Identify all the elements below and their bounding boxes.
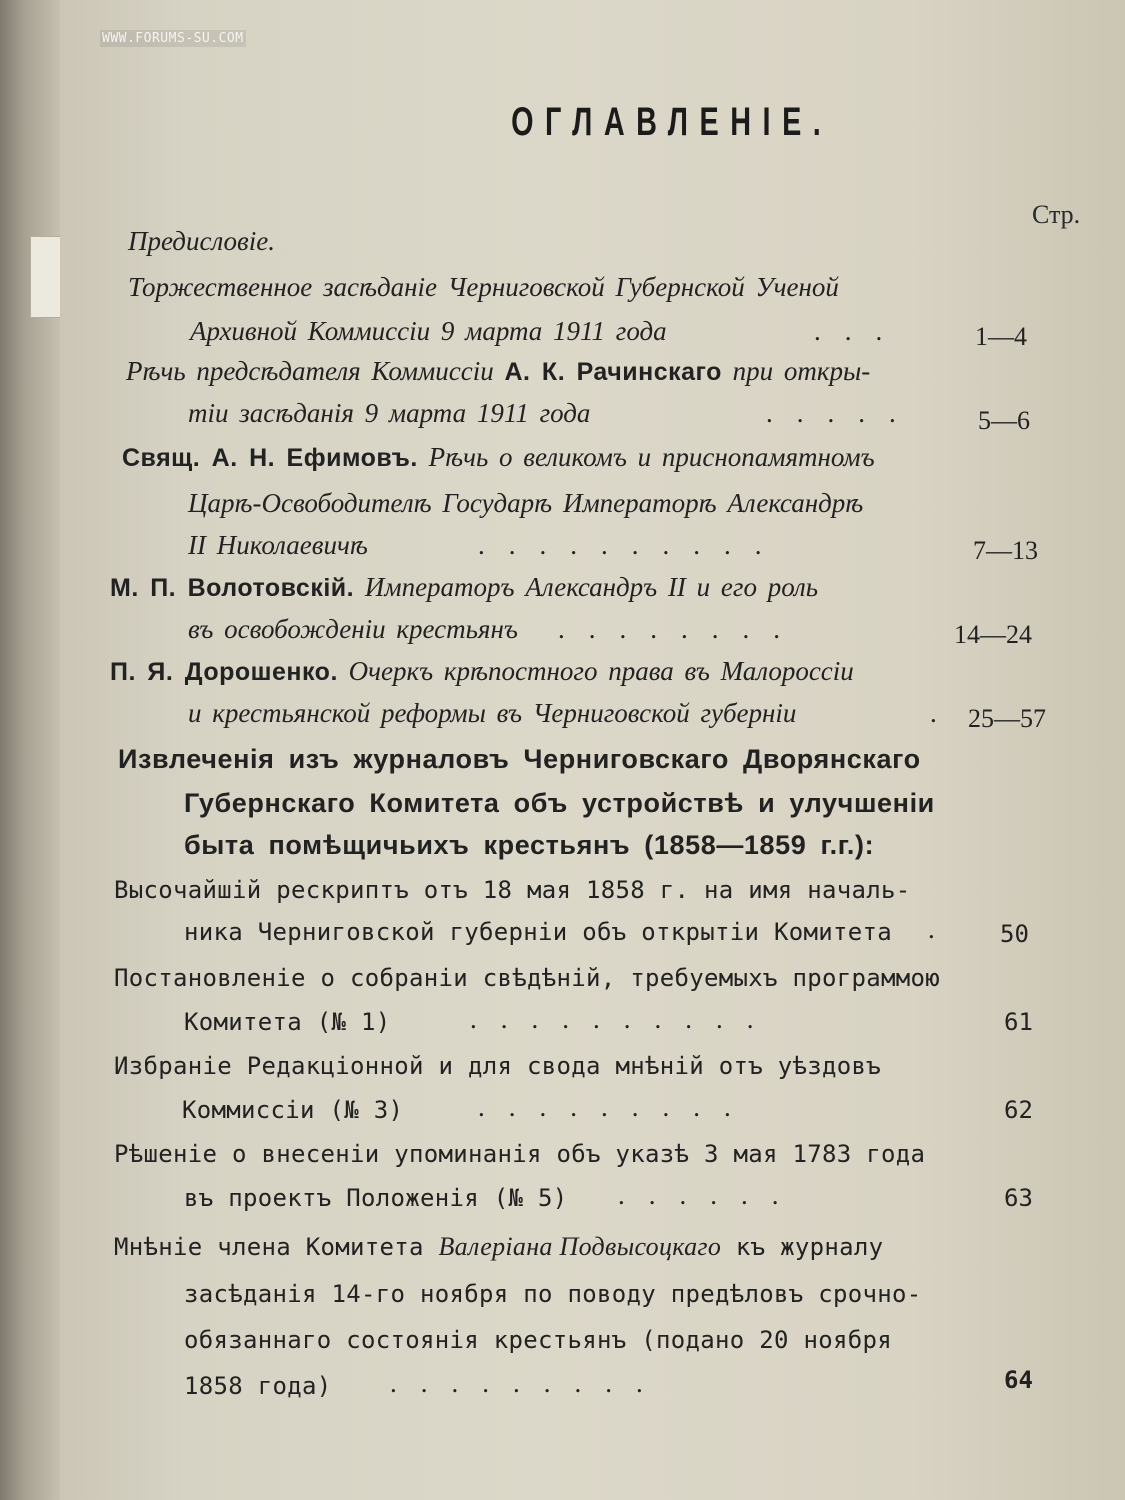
page-column-header: Стр. [1032, 200, 1081, 229]
toc-title-part: Рѣчь о великомъ и приснопамятномъ [417, 442, 875, 472]
toc-entry-line: Постановленіе о собраніи свѣдѣній, требуемыхъ программою [114, 964, 940, 992]
toc-entry-line: Комитета (№ 1) [184, 1008, 391, 1036]
leader-dots: ...... [618, 1180, 803, 1210]
toc-entry-line: Высочайшій рескриптъ отъ 18 мая 1858 г. на имя началь- [114, 876, 911, 904]
toc-entry-line: и крестьянской реформы въ Черниговской губерніи [188, 698, 797, 728]
book-page [60, 0, 1125, 1500]
leader-dots: ......... [390, 1368, 667, 1398]
leader-dots: ......... [478, 1092, 755, 1122]
toc-section-heading: Извлеченія изъ журналовъ Черниговскаго Дворянскаго [118, 744, 921, 774]
toc-title-part: Мнѣніе члена Комитета [114, 1233, 439, 1261]
toc-page-number: 5—6 [978, 406, 1030, 435]
toc-author: А. К. Рачинскаго [504, 358, 722, 386]
toc-entry-line: Царѣ-Освободителѣ Государѣ Императорѣ Александрѣ [188, 488, 864, 518]
page-title: ОГЛАВЛЕНІЕ. [511, 100, 833, 144]
leader-dots: ... [814, 316, 907, 346]
toc-title-part: Очеркъ крѣпостного права въ Малороссіи [337, 656, 854, 686]
toc-entry-line: ника Черниговской губерніи объ открытіи Комитета [184, 918, 892, 946]
toc-entry-line [110, 572, 818, 603]
toc-page-number: 14—24 [954, 620, 1032, 649]
toc-page-number: 62 [1004, 1096, 1033, 1124]
toc-entry-line: въ проектъ Положенія (№ 5) [184, 1184, 568, 1212]
toc-entry-line: въ освобожденіи крестьянъ [188, 614, 518, 644]
toc-title-part: къ журналу [721, 1233, 884, 1261]
toc-section-heading: быта помѣщичьихъ крестьянъ (1858—1859 г.г.): [184, 830, 875, 860]
leader-dots: .......... [478, 530, 786, 560]
watermark: WWW.FORUMS-SU.COM [102, 31, 244, 46]
leader-dots: .......... [470, 1004, 778, 1034]
toc-entry-line: Архивной Коммиссіи 9 марта 1911 года [190, 316, 667, 346]
toc-author: П. Я. Дорошенко. [110, 658, 338, 686]
toc-entry-preface: Предисловіе. [128, 226, 276, 256]
toc-entry-line: обязаннаго состоянія крестьянъ (подано 20 ноября [184, 1326, 892, 1354]
toc-entry-line: Избраніе Редакціонной и для свода мнѣній отъ уѣздовъ [114, 1052, 881, 1080]
toc-page-number: 7—13 [973, 536, 1038, 565]
toc-entry-line: Торжественное засѣданіе Черниговской Губернской Ученой [128, 272, 839, 302]
leader-dots: ........ [558, 614, 804, 644]
toc-entry-line [114, 1232, 883, 1262]
toc-title-part: Императоръ Александръ II и его роль [354, 572, 819, 602]
toc-page-number: 1—4 [975, 322, 1027, 351]
leader-dots: . [928, 914, 959, 944]
toc-section-heading: Губернскаго Комитета объ устройствѣ и улучшеніи [184, 788, 935, 818]
toc-author: М. П. Волотовскій. [110, 574, 355, 602]
leader-dots: ..... [766, 398, 920, 428]
toc-page-number: 64 [1004, 1366, 1033, 1394]
toc-entry-line: 1858 года) [184, 1372, 332, 1400]
toc-title-part: при откры- [721, 356, 871, 386]
toc-page-number: 50 [1000, 920, 1029, 948]
toc-entry-line [122, 442, 875, 473]
toc-page-number: 61 [1004, 1008, 1033, 1036]
toc-entry-line: II Николаевичѣ [188, 530, 368, 560]
leader-dots: . [930, 698, 961, 728]
toc-author: Валеріана Подвысоцкаго [438, 1232, 722, 1261]
toc-entry-line: засѣданія 14-го ноября по поводу предѣловъ срочно- [184, 1280, 922, 1308]
toc-entry-line: Коммиссіи (№ 3) [182, 1096, 404, 1124]
toc-entry-line [126, 356, 870, 387]
toc-entry-line [110, 656, 854, 687]
toc-entry-line: Рѣшеніе о внесеніи упоминанія объ указѣ 3 мая 1783 года [114, 1140, 926, 1168]
toc-author: Свящ. А. Н. Ефимовъ. [122, 444, 418, 472]
toc-page-number: 25—57 [968, 704, 1046, 733]
toc-entry-line: тіи засѣданія 9 марта 1911 года [188, 398, 591, 428]
toc-title-part: Рѣчь предсѣдателя Коммиссіи [126, 356, 505, 386]
toc-page-number: 63 [1004, 1184, 1033, 1212]
